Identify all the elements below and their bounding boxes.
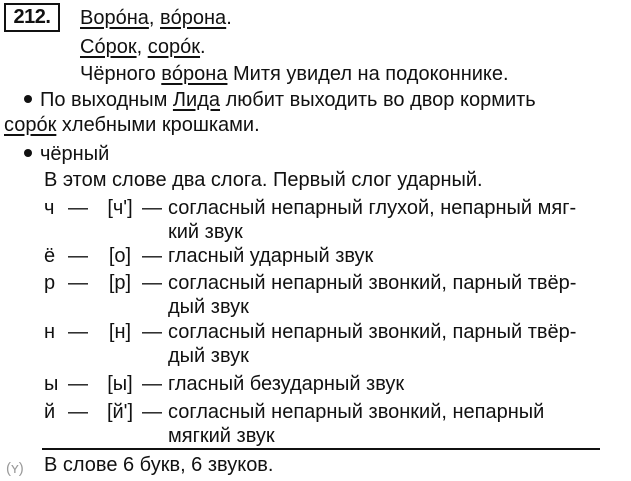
syllable-note: В этом слове два слога. Первый слог ударный. (44, 169, 483, 191)
analysis-description: согласный непарный звонкий, парный твёр- (168, 321, 577, 343)
analysis-letter: р (44, 272, 56, 294)
underlined-word: Лида (172, 89, 221, 111)
analysis-sound: [н] (108, 321, 132, 343)
bullet-icon (24, 149, 32, 157)
dash: — (68, 401, 88, 423)
stressed-word: вóрона (160, 7, 227, 29)
summary-line: В слове 6 букв, 6 звуков. (44, 454, 274, 476)
corner-mark: (ʏ) (6, 460, 24, 477)
analysis-sound: [р] (108, 272, 132, 294)
sentence-2: По выходным Лида любит выходить во двор кормить (24, 88, 536, 113)
example-line-1: Ворóна, вóрона. (80, 7, 232, 29)
dash: — (68, 272, 88, 294)
dash: — (142, 245, 162, 267)
analysis-description-continuation: кий звук (168, 221, 243, 243)
dash: — (142, 373, 162, 395)
analysis-description-continuation: дый звук (168, 296, 249, 318)
underlined-word: вóрона (161, 63, 228, 85)
dash: — (68, 245, 88, 267)
analysis-description: гласный безударный звук (168, 373, 405, 395)
analysis-sound: [о] (108, 245, 132, 267)
sentence-2-continuation: сорóк хлебными крошками. (4, 114, 260, 136)
analysis-letter: ё (44, 245, 56, 267)
dash: — (142, 272, 162, 294)
analysis-description-continuation: дый звук (168, 345, 249, 367)
analysis-description: согласный непарный звонкий, парный твёр- (168, 272, 577, 294)
dash: — (68, 197, 88, 219)
analysis-letter: ы (44, 373, 59, 395)
analysis-letter: ч (44, 197, 55, 219)
analysis-sound: [ч'] (107, 197, 133, 219)
stressed-word: Сóрок (80, 36, 137, 58)
analysis-description: согласный непарный глухой, непарный мяг- (168, 197, 577, 219)
divider-line (42, 448, 600, 450)
analysis-sound: [ы] (107, 373, 133, 395)
exercise-number: 212. (4, 3, 60, 32)
dash: — (142, 401, 162, 423)
dash: — (68, 373, 88, 395)
analysis-word: чёрный (24, 142, 109, 167)
stressed-word: сорóк (147, 36, 201, 58)
analysis-letter: й (44, 401, 56, 423)
dash: — (68, 321, 88, 343)
analysis-description: согласный непарный звонкий, непарный (168, 401, 545, 423)
dash: — (142, 321, 162, 343)
stressed-word: сорóк (4, 114, 57, 136)
dash: — (142, 197, 162, 219)
stressed-word: Ворóна (80, 7, 149, 29)
analysis-sound: [й'] (106, 401, 134, 423)
analysis-description: гласный ударный звук (168, 245, 374, 267)
sentence-1: Чёрного вóрона Митя увидел на подоконнике. (80, 63, 509, 85)
example-line-2: Сóрок, сорóк. (80, 36, 206, 58)
analysis-description-continuation: мягкий звук (168, 425, 275, 447)
analysis-letter: н (44, 321, 56, 343)
bullet-icon (24, 95, 32, 103)
